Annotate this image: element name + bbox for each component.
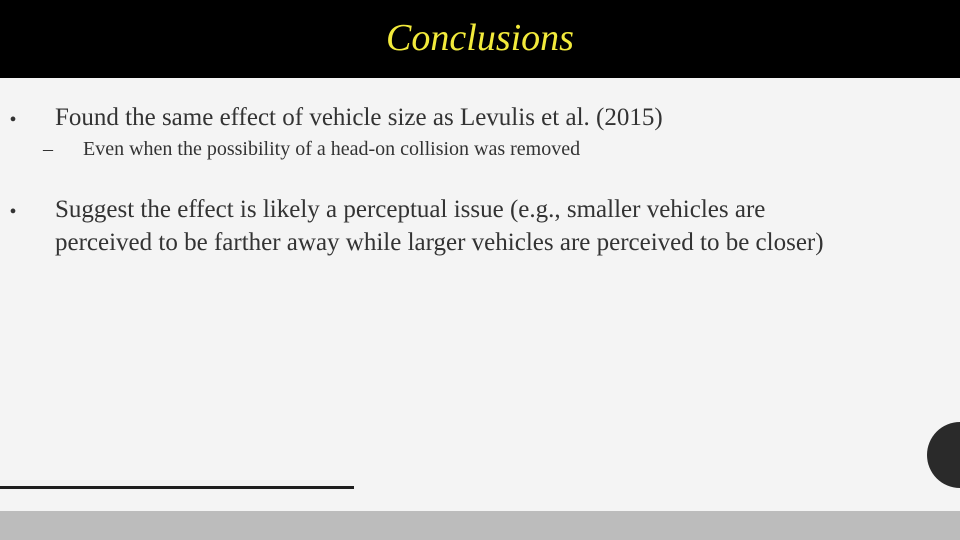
bullet-text: Suggest the effect is likely a perceptual issue (e.g., smaller vehicles are perceived to be farther away while larger vehicles are perceived to be closer) [55, 196, 824, 256]
footer-divider [0, 486, 354, 489]
decorative-circle [927, 422, 960, 488]
sub-bullet-marker: – [43, 138, 53, 160]
bottom-band [0, 511, 960, 540]
title-bar [0, 0, 960, 78]
slide-title: Conclusions [386, 17, 574, 59]
bullet-marker: • [9, 109, 17, 131]
bullet-marker: • [9, 201, 17, 223]
bullet-text: Found the same effect of vehicle size as Levulis et al. (2015) [55, 104, 663, 131]
sub-bullet-text: Even when the possibility of a head-on collision was removed [83, 138, 581, 160]
